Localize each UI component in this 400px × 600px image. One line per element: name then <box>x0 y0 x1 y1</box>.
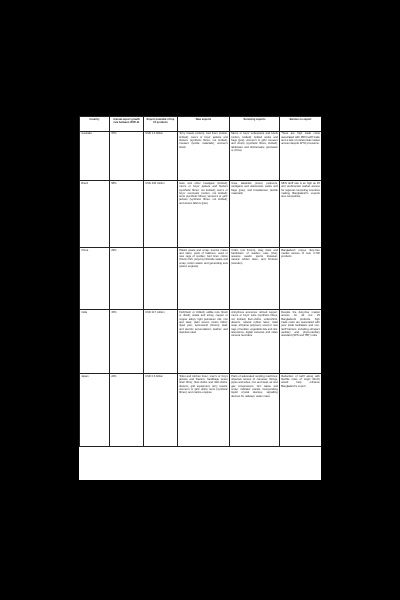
cell-potential <box>144 247 178 310</box>
cell-growth: 29% <box>110 247 144 310</box>
cell-barriers: MFN tariff rate is as high as 25 and preferential market access for regional competing countries making Bangladesh's exports less competitive. <box>280 181 322 248</box>
table-row <box>80 247 322 310</box>
cell-growth: 58% <box>110 181 144 248</box>
export-table <box>79 116 321 447</box>
cell-surviving-exports: Parts of automated vending machines; objective lenses of cameras; fittings, pipes and tubes, iron and steel; air and gas compressors; zinc waste and scrap; indicator panels incorporating liquid crystal devices; signalling devices for railways; water mass <box>230 373 280 446</box>
cell-surviving-exports: Men's or boys' underpants and briefs (cotton, knitted); knitted socks and bags (jute); women's or girls' trousers and shorts (synthetic fibres, knitted); tableware and kitchenware (porcelain or china) <box>230 131 280 181</box>
cell-barriers: Reduction of tariff along with flexible rules of origin (RoO) would help enhance Bangladesh's export <box>280 373 322 446</box>
cell-growth: 24% <box>110 373 144 446</box>
cell-surviving-exports: Crabs (not frozen); slag; belts and bandoliers of leather; eels (live); sesame seeds; sports footwear; natural rubber latex; and furniture (wooden) <box>230 247 280 310</box>
cell-growth: 37% <box>110 131 144 181</box>
cell-country: China <box>80 247 110 310</box>
cell-country: Japan <box>80 373 110 446</box>
table-row <box>80 181 322 248</box>
cell-surviving-exports: Anhydrous ammonia; refined copper; men's or boys' suits (synthetic fibres, not knitted) floor-cloths, undershirts; dusters; natural rubber latex; toilet soap; ethylene polymers; used or new rags of textiles; vegetable fats and oils; televisions, digital cameras and video camera recorders <box>230 310 280 374</box>
cell-growth: 15% <box>110 310 144 374</box>
document-page <box>79 116 321 480</box>
header-surviving-exports: Surviving exports <box>230 117 280 132</box>
cell-barriers: Despite the duty-free market access for all but 25 Bangladeshi products, high trade costs are associated with poor trade facilitation and non-tariff barriers, including stringent sanitary and phyto-sanitary standard (SPS and TBT) rules <box>280 310 322 374</box>
cell-country: India <box>80 310 110 374</box>
cell-potential: USD 436 million <box>144 181 178 248</box>
header-new-exports: New exports <box>178 117 230 132</box>
table-row <box>80 131 322 181</box>
header-barriers: Barriers to export <box>280 117 322 132</box>
header-potential: Export potential of top 10 products <box>144 117 178 132</box>
cell-potential: USD 217 million <box>144 310 178 374</box>
table-header-row <box>80 117 322 132</box>
cell-new-exports: Terry towels (cotton); bed linen (cotton, knitted); men's or boys' jackets and blazers (synthetic fibres; not knitted); trousers (textile materials); women's briefs <box>178 131 230 181</box>
table-row <box>80 310 322 374</box>
header-growth: Annual export growth rate between 2005-11 <box>110 117 144 132</box>
cell-new-exports: Hats and other headgear (knitted); men's or boys' jackets and blazers (synthetic fibres; not knitted); men's or boys' overcoats (cotton, not knitted); tents (synthetic fibres); women's or girls' jackets (synthetic fibres; not knitted); and woven fabrics (jute) <box>178 181 230 248</box>
cell-potential: USD 0.6 billion <box>144 373 178 446</box>
cell-new-exports: Toilet and kitchen linen; men's or boy's jackets and blazers; handbags (outer shell fibre); floor-cloths and dish-cloths; dusters; golf equipment; terry towels; women's or girls' skirts; tents (synthetic fibres); and marine engines <box>178 373 230 446</box>
cell-barriers: There are high trade costs associated with MFN tariff trade and a lack of preferential market access despite WTO provisions. <box>280 131 322 181</box>
cell-barriers: Bangladesh enjoys duty-free market access of over 4,700 products <box>280 247 322 310</box>
cell-country: Brazil <box>80 181 110 248</box>
cell-country: Australia <box>80 131 110 181</box>
cell-potential: USD 1.4 billion <box>144 131 178 181</box>
table-row <box>80 373 322 446</box>
cell-surviving-exports: Urea; alkaloids; prions; pullovers, cardigans and waistcoats; sacks and bags (jute); and broadwoven (textile materials) <box>230 181 280 248</box>
cell-new-exports: Plastic waste and scrap; leucine mates and skins; parts of balloons; used or new rags of textiles; bed linen cotton (frozen fish; polyvinyl chloride waste and scrap; cotton waste; and generating sets (piston engines) <box>178 247 230 310</box>
header-country: Country <box>80 117 110 132</box>
cell-new-exports: Fish(fresh or chilled); edible nuts (fresh or dried); waste and scrap; copper or copper alloys; light petroleum oils; iron and steel; plain woven cotton fabric; dyed yarn; swimwomb (frozen); lead; and electric accumulators; leather; and stainless steel <box>178 310 230 374</box>
